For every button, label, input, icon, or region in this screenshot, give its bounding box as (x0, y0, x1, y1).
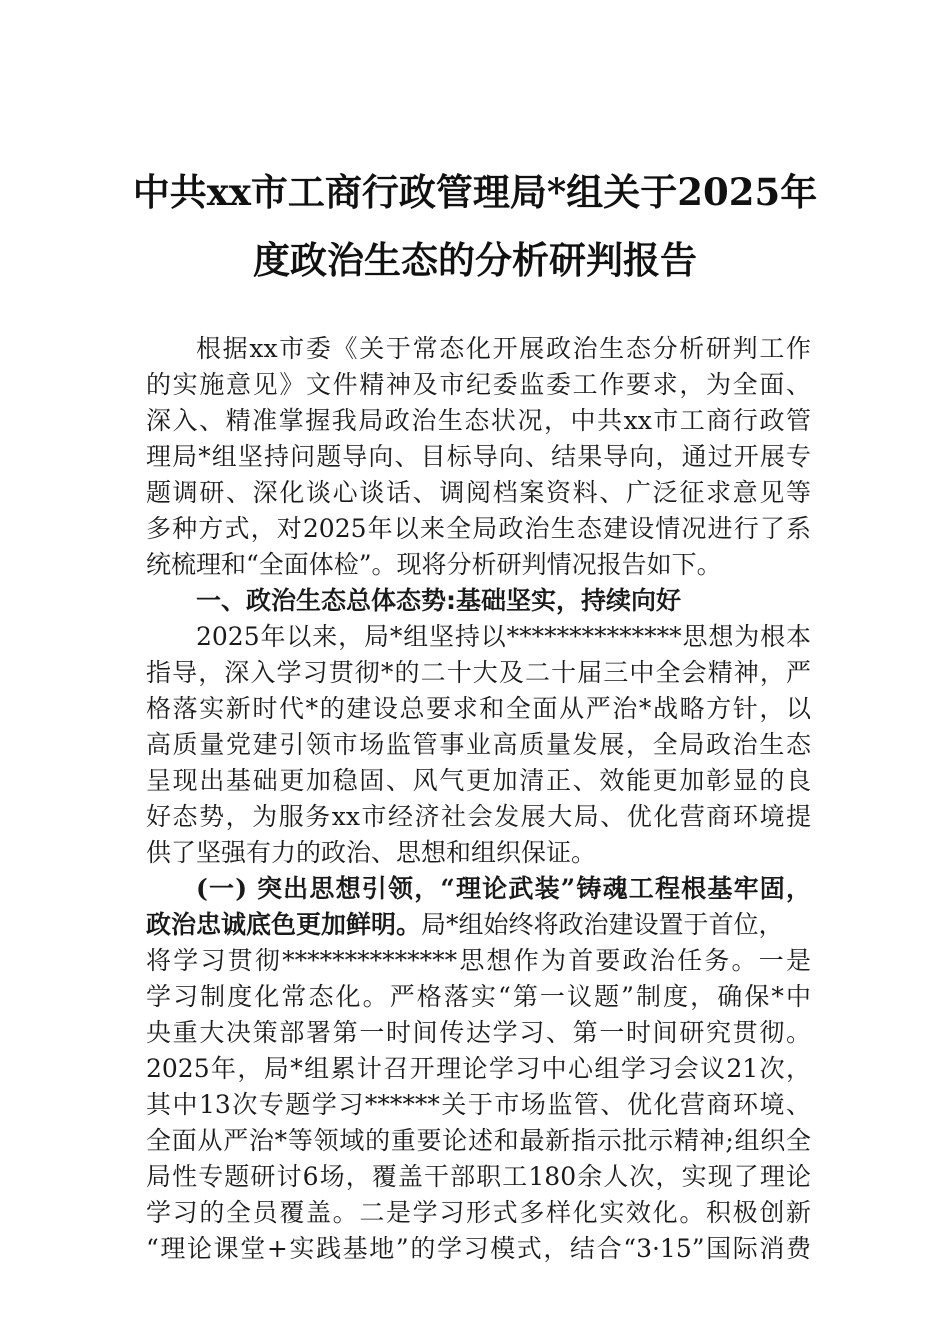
paragraph-line: 高质量党建引领市场监管事业高质量发展，全局政治生态 (146, 730, 811, 759)
paragraph-line: 2025年以来，局*组坚持以**************思想为根本 (196, 622, 811, 651)
paragraph-line: 2025年，局*组累计召开理论学习中心组学习会议21次， (146, 1054, 811, 1083)
paragraph-line: 将学习贯彻**************思想作为首要政治任务。一是 (146, 946, 811, 975)
paragraph-line: 根据xx市委《关于常态化开展政治生态分析研判工作 (196, 334, 811, 363)
paragraph-line: 格落实新时代*的建设总要求和全面从严治*战略方针，以 (146, 694, 811, 723)
paragraph-line: 指导，深入学习贯彻*的二十大及二十届三中全会精神，严 (146, 658, 811, 687)
paragraph-line: 央重大决策部署第一时间传达学习、第一时间研究贯彻。 (146, 1018, 811, 1047)
subheading-line: (一) 突出思想引领，“理论武装”铸魂工程根基牢固， (196, 874, 811, 903)
paragraph-line: 题调研、深化谈心谈话、调阅档案资料、广泛征求意见等 (146, 478, 811, 507)
paragraph-line: 理局*组坚持问题导向、目标导向、结果导向，通过开展专 (146, 442, 811, 471)
paragraph-line: 学习制度化常态化。严格落实“第一议题”制度，确保*中 (146, 982, 811, 1011)
paragraph-text: 局*组始终将政治建设置于首位， (421, 910, 784, 939)
paragraph-line: “理论课堂+实践基地”的学习模式，结合“3·15”国际消费 (146, 1234, 811, 1263)
section-heading: 一、政治生态总体态势:基础坚实，持续向好 (196, 586, 681, 615)
paragraph-line: 其中13次专题学习******关于市场监管、优化营商环境、 (146, 1090, 811, 1119)
paragraph-line: 全面从严治*等领域的重要论述和最新指示批示精神;组织全 (146, 1126, 811, 1155)
paragraph-line: 局性专题研讨6场，覆盖干部职工180余人次，实现了理论 (146, 1162, 811, 1191)
subheading-tail: 政治忠诚底色更加鲜明。 (146, 910, 422, 939)
paragraph-line: 呈现出基础更加稳固、风气更加清正、效能更加彰显的良 (146, 766, 811, 795)
paragraph-line: 统梳理和“全面体检”。现将分析研判情况报告如下。 (146, 550, 722, 579)
document-title-line-2: 度政治生态的分析研判报告 (253, 238, 697, 282)
paragraph-line: 多种方式，对2025年以来全局政治生态建设情况进行了系 (146, 514, 811, 543)
paragraph-line: 好态势，为服务xx市经济社会发展大局、优化营商环境提 (146, 802, 811, 831)
paragraph-line: 深入、精准掌握我局政治生态状况，中共xx市工商行政管 (146, 406, 811, 435)
paragraph-line-mixed (146, 907, 811, 943)
document-title-line-1: 中共xx市工商行政管理局*组关于2025年 (132, 170, 818, 214)
paragraph-line: 的实施意见》文件精神及市纪委监委工作要求，为全面、 (146, 370, 811, 399)
paragraph-line: 供了坚强有力的政治、思想和组织保证。 (146, 838, 597, 867)
paragraph-line: 学习的全员覆盖。二是学习形式多样化实效化。积极创新 (146, 1198, 811, 1227)
